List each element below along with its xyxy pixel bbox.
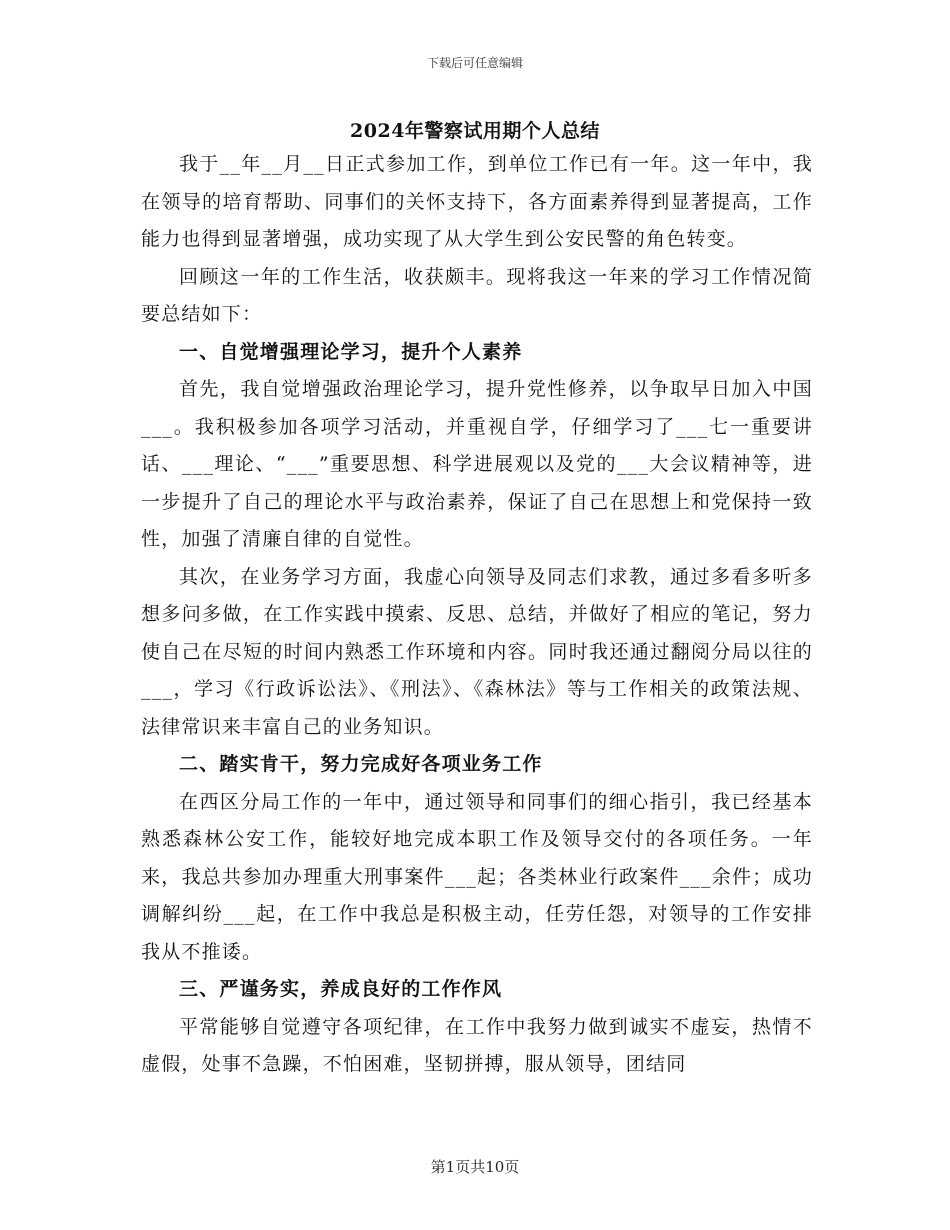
paragraph-intro: 我于__年__月__日正式参加工作，到单位工作已有一年。这一年中，我在领导的培育帮助、同事们的关怀支持下，各方面素养得到显著提高，工作能力也得到显著增强，成功实现了从大学生到公安民警的角色转变。: [141, 153, 813, 250]
paragraph-work-tasks: 在西区分局工作的一年中，通过领导和同事们的细心指引，我已经基本熟悉森林公安工作，能较好地完成本职工作及领导交付的各项任务。一年来，我总共参加办理重大刑事案件___起；各类林业行政案件___余件；成功调解纠纷___起，在工作中我总是积极主动，任劳任怨，对领导的工作安排我从不推诿。: [141, 790, 813, 963]
paragraph-review: 回顾这一年的工作生活，收获颇丰。现将我这一年来的学习工作情况简要总结如下：: [141, 265, 813, 325]
paragraph-theory-study: 首先，我自觉增强政治理论学习，提升党性修养，以争取早日加入中国___。我积极参加各项学习活动，并重视自学，仔细学习了___七一重要讲话、___理论、“___”重要思想、科学进展观以及党的___大会议精神等，进一步提升了自己的理论水平与政治素养，保证了自己在思想上和党保持一致性，加强了清廉自律的自觉性。: [141, 378, 813, 550]
section-heading-1: 一、自觉增强理论学习，提升个人素养: [179, 340, 523, 363]
paragraph-business-study: 其次，在业务学习方面，我虚心向领导及同志们求教，通过多看多听多想多问多做，在工作实践中摸索、反思、总结，并做好了相应的笔记，努力使自己在尽短的时间内熟悉工作环境和内容。同时我还通过翻阅分局以往的___，学习《行政诉讼法》、《刑法》、《森林法》等与工作相关的政策法规、法律常识来丰富自己的业务知识。: [141, 565, 813, 738]
document-title: 2024年警察试用期个人总结: [350, 120, 600, 142]
section-heading-3: 三、严谨务实，养成良好的工作作风: [179, 978, 503, 1000]
paragraph-work-style: 平常能够自觉遵守各项纪律，在工作中我努力做到诚实不虚妄，热情不虚假，处事不急躁，不怕困难，坚韧拼搏，服从领导，团结同: [141, 1015, 813, 1075]
header-note: 下载后可任意编辑: [426, 56, 523, 70]
section-heading-2: 二、踏实肯干，努力完成好各项业务工作: [179, 753, 543, 775]
document-body: [141, 146, 813, 1084]
page-footer: 第1页共10页: [430, 1158, 520, 1176]
